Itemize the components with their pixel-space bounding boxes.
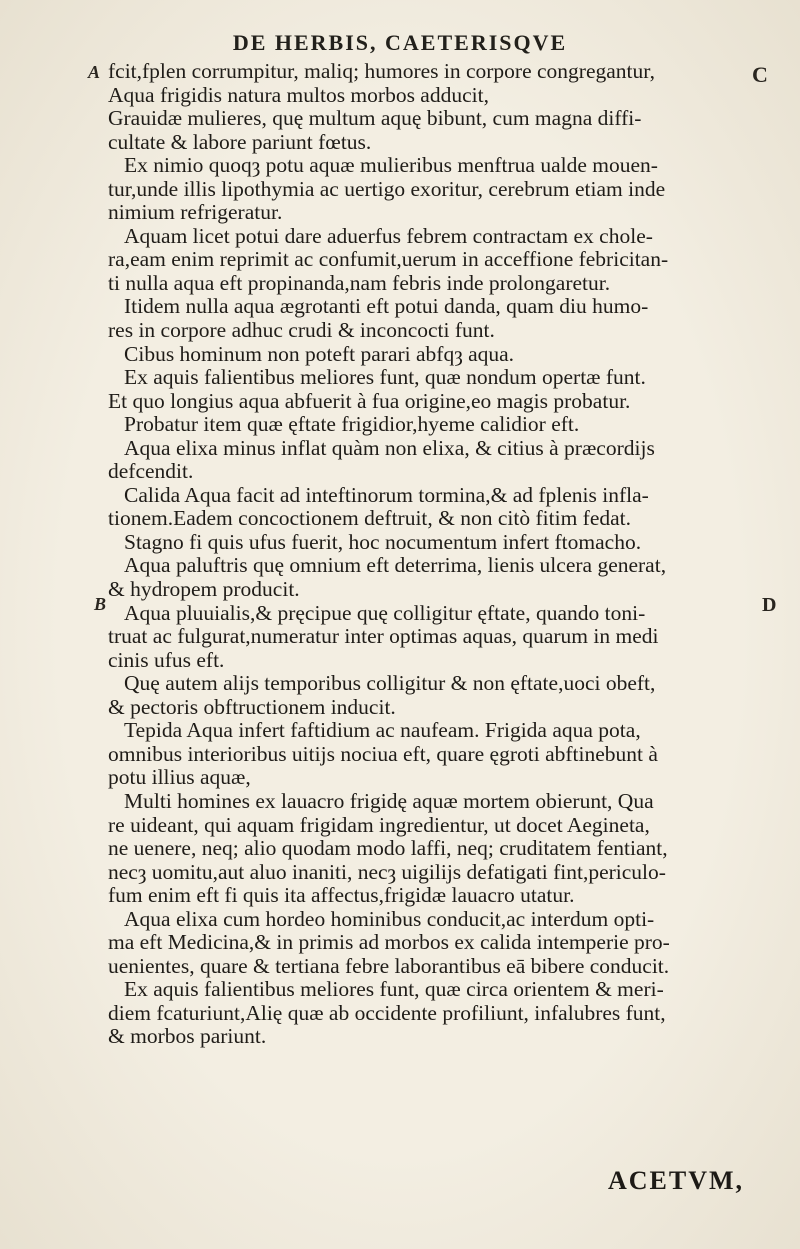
running-head: DE HERBIS, CAETERISQVE — [232, 30, 568, 55]
text-line: truat ac fulgurat,numeratur inter optimas aquas, quarum in medi — [108, 624, 659, 649]
text-line: cultate & labore pariunt fœtus. — [108, 129, 372, 154]
text-line: Ex nimio quoqȝ potu aquæ mulieribus menftrua ualde mouen- — [124, 153, 658, 178]
text-line: res in corpore adhuc crudi & inconcocti funt. — [108, 318, 495, 343]
text-line: Itidem nulla aqua ægrotanti eft potui danda, quam diu humo- — [124, 294, 649, 319]
text-line: Stagno fi quis ufus fuerit, hoc nocumentum infert ftomacho. — [124, 529, 642, 554]
text-line: re uideant, qui aquam frigidam ingredientur, ut docet Aegineta, — [108, 812, 650, 837]
text-line: fcit,fplen corrumpitur, maliq; humores in corpore congregantur, — [108, 59, 655, 83]
text-line: diem fcaturiunt,Alię quæ ab occidente profiliunt, infalubres funt, — [108, 1000, 666, 1025]
text-line: ne uenere, neq; alio quodam modo laffi, neq; cruditatem fentiant, — [108, 836, 668, 861]
margin-letter-b: B — [94, 594, 107, 614]
text-line: & hydropem producit. — [108, 577, 300, 602]
text-line: necȝ uomitu,aut aluo inaniti, necȝ uigilijs defatigati fint,periculo- — [108, 859, 666, 884]
body-text — [108, 60, 758, 1049]
text-line: potu illius aquæ, — [108, 765, 251, 790]
text-line: Aquam licet potui dare aduerfus febrem contractam ex chole- — [124, 223, 653, 248]
text-line: Ex aquis falientibus meliores funt, quæ nondum opertæ funt. — [124, 365, 646, 390]
text-line: & pectoris obftructionem inducit. — [108, 694, 396, 719]
text-line: Aqua paluftris quę omnium eft deterrima, lienis ulcera generat, — [124, 553, 667, 578]
text-line: Grauidæ mulieres, quę multum aquę bibunt, cum magna diffi- — [108, 106, 642, 131]
text-line: ra,eam enim reprimit ac confumit,uerum in acceffione febricitan- — [108, 247, 669, 272]
text-line: omnibus interioribus uitijs nociua eft, quare ęgroti abftinebunt à — [108, 741, 658, 766]
text-line: ma eft Medicina,& in primis ad morbos ex calida intemperie pro- — [108, 930, 670, 955]
text-line: Et quo longius aqua abfuerit à fua origine,eo magis probatur. — [108, 388, 631, 413]
text-line: Aqua pluuialis,& pręcipue quę colligitur ęftate, quando toni- — [124, 600, 646, 625]
margin-letter-d: D — [762, 594, 777, 616]
text-line: nimium refrigeratur. — [108, 200, 283, 225]
text-line: defcendit. — [108, 459, 194, 484]
text-line: Aqua elixa cum hordeo hominibus conducit,ac interdum opti- — [124, 906, 655, 931]
text-line: Calida Aqua facit ad inteftinorum tormina,& ad fplenis infla- — [124, 482, 649, 507]
text-line: Multi homines ex lauacro frigidę aquæ mortem obierunt, Qua — [124, 788, 654, 813]
text-line: tur,unde illis lipothymia ac uertigo exoritur, cerebrum etiam inde — [108, 176, 666, 201]
margin-letter-c: C — [752, 62, 768, 87]
margin-letter-a: A — [88, 62, 101, 82]
text-line: fum enim eft fi quis ita affectus,frigidæ lauacro utatur. — [108, 883, 575, 908]
text-line: Cibus hominum non poteft parari abfqȝ aqua. — [124, 341, 515, 366]
text-line: Aqua frigidis natura multos morbos adducit, — [108, 82, 489, 107]
text-line: Tepida Aqua infert faftidium ac naufeam. Frigida aqua pota, — [124, 718, 641, 743]
text-line: Ex aquis falientibus meliores funt, quæ circa orientem & meri- — [124, 977, 664, 1002]
text-line: Quę autem alijs temporibus colligitur & non ęftate,uoci obeft, — [124, 671, 656, 696]
text-line: tionem.Eadem concoctionem deftruit, & non citò fitim fedat. — [108, 506, 632, 531]
text-line: ti nulla aqua eft propinanda,nam febris inde prolongaretur. — [108, 270, 611, 295]
text-line: Aqua elixa minus inflat quàm non elixa, & citius à præcordijs — [124, 435, 655, 460]
catchword: ACETVM, — [608, 1166, 745, 1195]
text-line: & morbos pariunt. — [108, 1024, 267, 1049]
text-line: Probatur item quæ ęftate frigidior,hyeme calidior eft. — [124, 412, 580, 437]
text-line: uenientes, quare & tertiana febre laborantibus eā bibere conducit. — [108, 953, 670, 978]
text-line: cinis ufus eft. — [108, 647, 225, 672]
